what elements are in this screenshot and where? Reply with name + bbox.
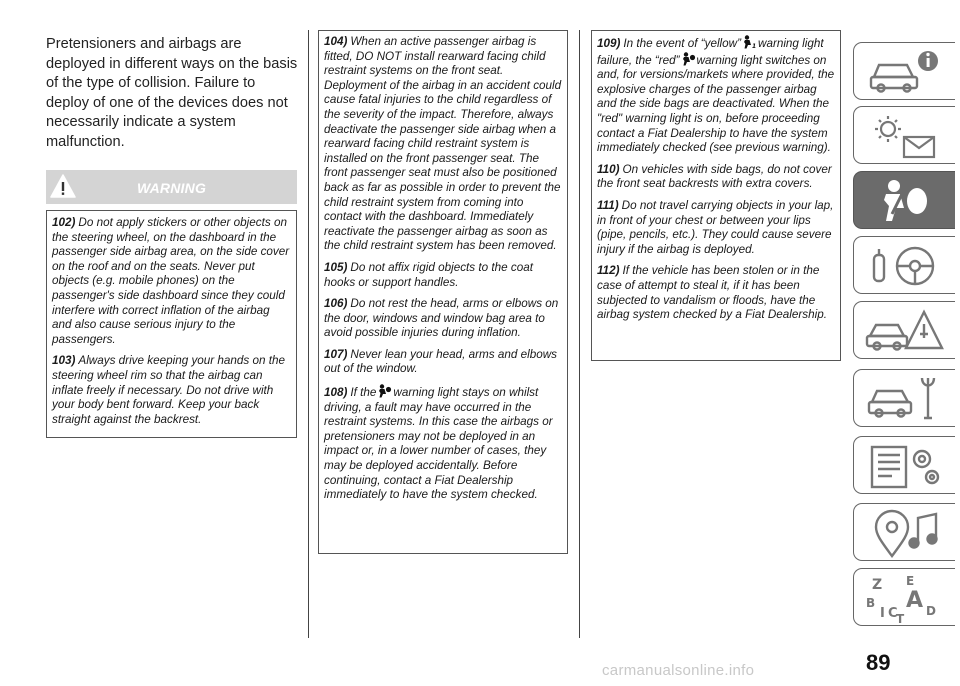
column-divider [308, 30, 309, 638]
warning-title: WARNING [136, 180, 207, 196]
note-106: 106) Do not rest the head, arms or elbows on the door, windows and window bag area to avoid possible injuries during inflation. [324, 297, 559, 340]
seatbelt-airbag-warning-icon [742, 35, 757, 49]
car-info-icon [862, 47, 946, 97]
note-108: 108) If the warning light stays on whilst driving, a fault may have occurred in the restraint systems. In this case the airbags or pretensioners may not be deployed in an impact or, in a lower number of cases, they may be deployed accidentally. Before continuing, contact a Fiat Dealership immediately to have the system checked. [324, 386, 553, 502]
intro-paragraph: Pretensioners and airbags are deployed in different ways on the basis of the type of collision. Failure to deploy of one of the devices does not necessarily indicate a system malfunction. [46, 36, 298, 150]
note-109: 109) In the event of “yellow” 1 warning light failure, the “red” warning light switches on and, for versions/markets where provided, the explosive charges of the passenger airbag and the side bags are deactivated. When the "red" warning light is on, before proceeding contact a Fiat Dealership to have the system immediately checked (see previous warning). [597, 37, 835, 155]
airbag-warning-light-icon [377, 384, 392, 398]
warning-box-middle [318, 30, 568, 554]
car-emergency-icon [862, 306, 946, 356]
key-steering-wheel-icon [862, 241, 946, 291]
airbag-warning-light-icon [681, 52, 696, 66]
warning-box-left [46, 210, 297, 438]
tab-warning-lights[interactable] [853, 106, 955, 164]
tab-maintenance[interactable] [853, 369, 955, 427]
tab-multimedia[interactable] [853, 503, 955, 561]
note-112: 112) If the vehicle has been stolen or in the case of attempt to steal it, if it has been subjected to vandalism or floods, have the airbag system checked by a Fiat Dealership. [597, 264, 827, 322]
note-111: 111) Do not travel carrying objects in your lap, in front of your chest or between your lips (pipe, pencils, etc.). They could cause severe injury if the airbag is deployed. [597, 198, 834, 256]
watermark: carmanualsonline.info [602, 662, 755, 679]
svg-text:E: E [906, 574, 915, 588]
tab-car-info[interactable] [853, 42, 955, 100]
svg-text:1: 1 [752, 43, 757, 49]
column-divider [579, 30, 580, 638]
alphabetical-index-icon [862, 573, 946, 623]
car-maintenance-icon [862, 374, 946, 424]
svg-text:I: I [880, 606, 885, 621]
tab-technical-data[interactable] [853, 436, 955, 494]
tab-index[interactable] [853, 568, 955, 626]
note-103: 103) Always drive keeping your hands on the steering wheel rim so that the airbag can inflate freely if necessary. Do not drive with your body bent forward. Keep your back straight against the backrest. [52, 354, 286, 426]
note-107: 107) Never lean your head, arms and elbows out of the window. [324, 347, 557, 376]
note-105: 105) Do not affix rigid objects to the coat hooks or support handles. [324, 260, 533, 289]
tab-airbag-safety[interactable] [853, 171, 955, 229]
note-104: 104) When an active passenger airbag is fitted, DO NOT install rearward facing child restraint systems on the front seat. Deployment of the airbag in an accident could cause fatal injuries to the child regardless of the severity of the impact. Therefore, always deactivate the passenger side airbag when a rearward facing child restraint system is installed on the front passenger seat. The front passenger seat must also be positioned back as far as possible in order to prevent the child restraint system from coming into contact with the dashboard. Immediately reactivate the passenger airbag as soon as the child restraint system has been removed. [324, 35, 562, 253]
svg-text:T: T [896, 612, 905, 623]
svg-text:B: B [866, 596, 876, 610]
note-102: 102) Do not apply stickers or other objects on the steering wheel, on the dashboard in the passenger side airbag area, on the side cover on the roof and on the seats. Never put objects (e.g. mobile phones) on the passenger's side dashboard since they could interfere with correct inflation of the airbag and also cause serious injury to the passengers. [52, 216, 290, 346]
warning-header [46, 170, 297, 204]
svg-text:Z: Z [872, 577, 883, 593]
technical-data-icon [862, 441, 946, 491]
warning-box-right [591, 30, 841, 361]
svg-text:C: C [888, 606, 898, 621]
warning-lights-icon [862, 111, 946, 161]
airbag-safety-icon [862, 176, 946, 226]
tab-starting-driving[interactable] [853, 236, 955, 294]
page-number: 89 [866, 650, 891, 675]
note-110: 110) On vehicles with side bags, do not cover the front seat backrests with extra covers. [597, 162, 832, 191]
svg-text:D: D [926, 604, 936, 618]
tab-emergency[interactable] [853, 301, 955, 359]
svg-text:A: A [906, 588, 924, 613]
multimedia-icon [862, 508, 946, 558]
